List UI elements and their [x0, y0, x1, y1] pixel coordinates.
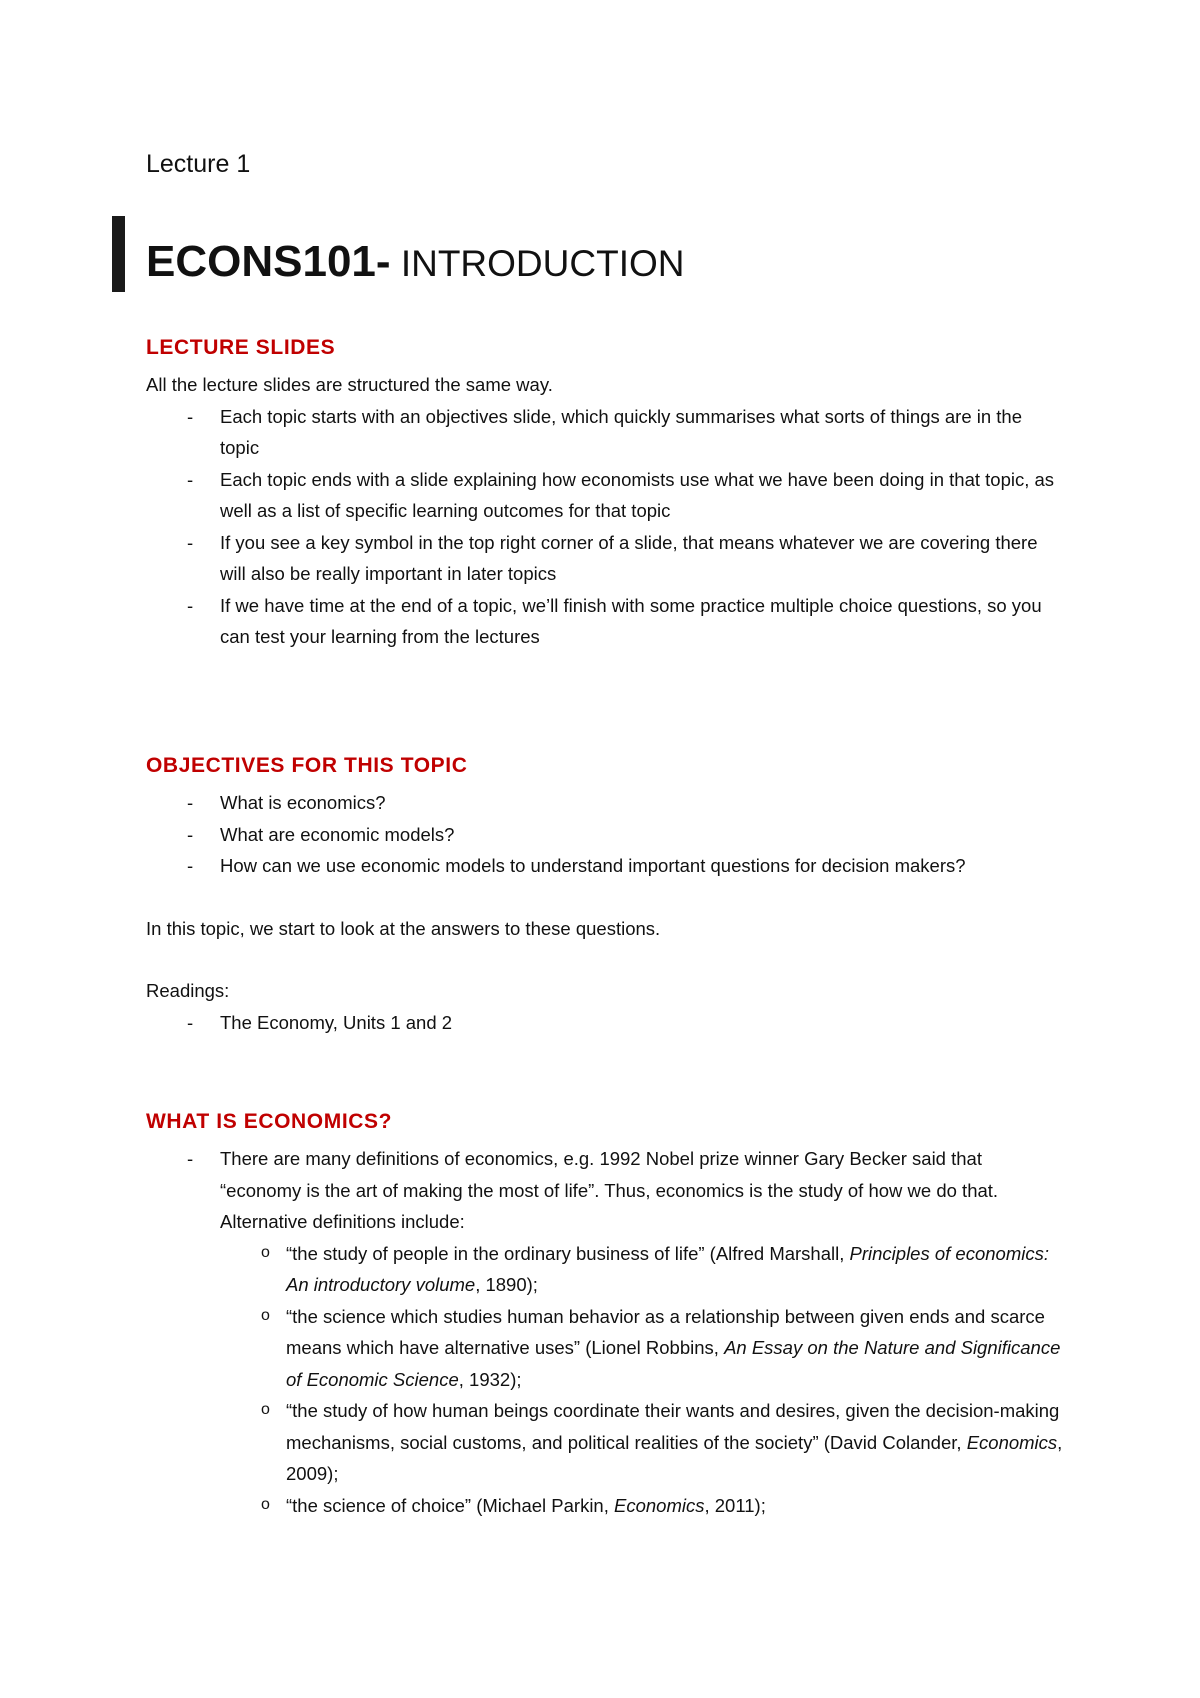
list-item: - What are economic models?	[146, 819, 1066, 851]
definition-item: o “the study of people in the ordinary business of life” (Alfred Marshall, Principles of economics: An introductory volume, 1890);	[146, 1238, 1066, 1301]
course-code: ECONS101-	[146, 237, 391, 286]
circle-marker: o	[261, 1306, 270, 1324]
dash-marker: -	[187, 468, 194, 490]
title-accent-bar	[112, 216, 125, 292]
list-item: - The Economy, Units 1 and 2	[146, 1007, 1066, 1039]
circle-marker: o	[261, 1401, 270, 1418]
bullet-list	[146, 787, 1066, 882]
title-subject: INTRODUCTION	[390, 243, 685, 284]
list-item: - If we have time at the end of a topic, we’ll finish with some practice multiple choice questions, so you can test your learning from the lectures	[146, 590, 1066, 653]
dash-marker: -	[187, 594, 194, 616]
section-heading: LECTURE SLIDES	[146, 336, 336, 359]
objectives-followup: In this topic, we start to look at the answers to these questions.	[146, 917, 661, 939]
section-what-is-economics	[146, 1108, 1066, 1521]
definition-list	[146, 1238, 1066, 1522]
section-intro: All the lecture slides are structured the same way.	[146, 374, 553, 395]
circle-marker: o	[261, 1243, 270, 1261]
readings-list	[146, 1007, 1066, 1039]
bullet-list	[146, 401, 1066, 653]
list-item: - There are many definitions of economics, e.g. 1992 Nobel prize winner Gary Becker said that “economy is the art of making the most of life”. Thus, economics is the study of how we do that. Alternative definitions include:	[146, 1143, 1066, 1238]
list-item: - How can we use economic models to understand important questions for decision makers?	[146, 850, 1066, 882]
dash-marker: -	[187, 405, 194, 427]
dash-marker: -	[187, 1148, 194, 1169]
list-item: - If you see a key symbol in the top right corner of a slide, that means whatever we are covering there will also be really important in later topics	[146, 527, 1066, 590]
section-lecture-slides	[146, 334, 1066, 653]
readings-label: Readings:	[146, 980, 230, 1001]
section-objectives	[146, 752, 1066, 1038]
dash-marker: -	[187, 855, 194, 876]
list-item: - Each topic ends with a slide explaining how economists use what we have been doing in that topic, as well as a list of specific learning outcomes for that topic	[146, 464, 1066, 527]
lecture-label: Lecture 1	[146, 150, 251, 178]
definition-item: o “the science which studies human behavior as a relationship between given ends and scarce means which have alternative uses” (Lionel Robbins, An Essay on the Nature and Significance of Economic Science, 1932);	[146, 1301, 1066, 1396]
circle-marker: o	[261, 1495, 270, 1513]
definition-item: o “the science of choice” (Michael Parkin, Economics, 2011);	[146, 1490, 1066, 1522]
list-item: - What is economics?	[146, 787, 1066, 819]
page-title	[146, 236, 684, 290]
list-item: - Each topic starts with an objectives slide, which quickly summarises what sorts of things are in the topic	[146, 401, 1066, 464]
dash-marker: -	[187, 1011, 194, 1033]
section-heading: OBJECTIVES FOR THIS TOPIC	[146, 754, 468, 777]
bullet-list	[146, 1143, 1066, 1238]
section-heading: WHAT IS ECONOMICS?	[146, 1110, 393, 1133]
dash-marker: -	[187, 531, 194, 553]
dash-marker: -	[187, 792, 194, 813]
dash-marker: -	[187, 823, 194, 845]
definition-item: o “the study of how human beings coordinate their wants and desires, given the decision-making mechanisms, social customs, and political realities of the society” (David Colander, Economics, 2009);	[146, 1395, 1066, 1490]
